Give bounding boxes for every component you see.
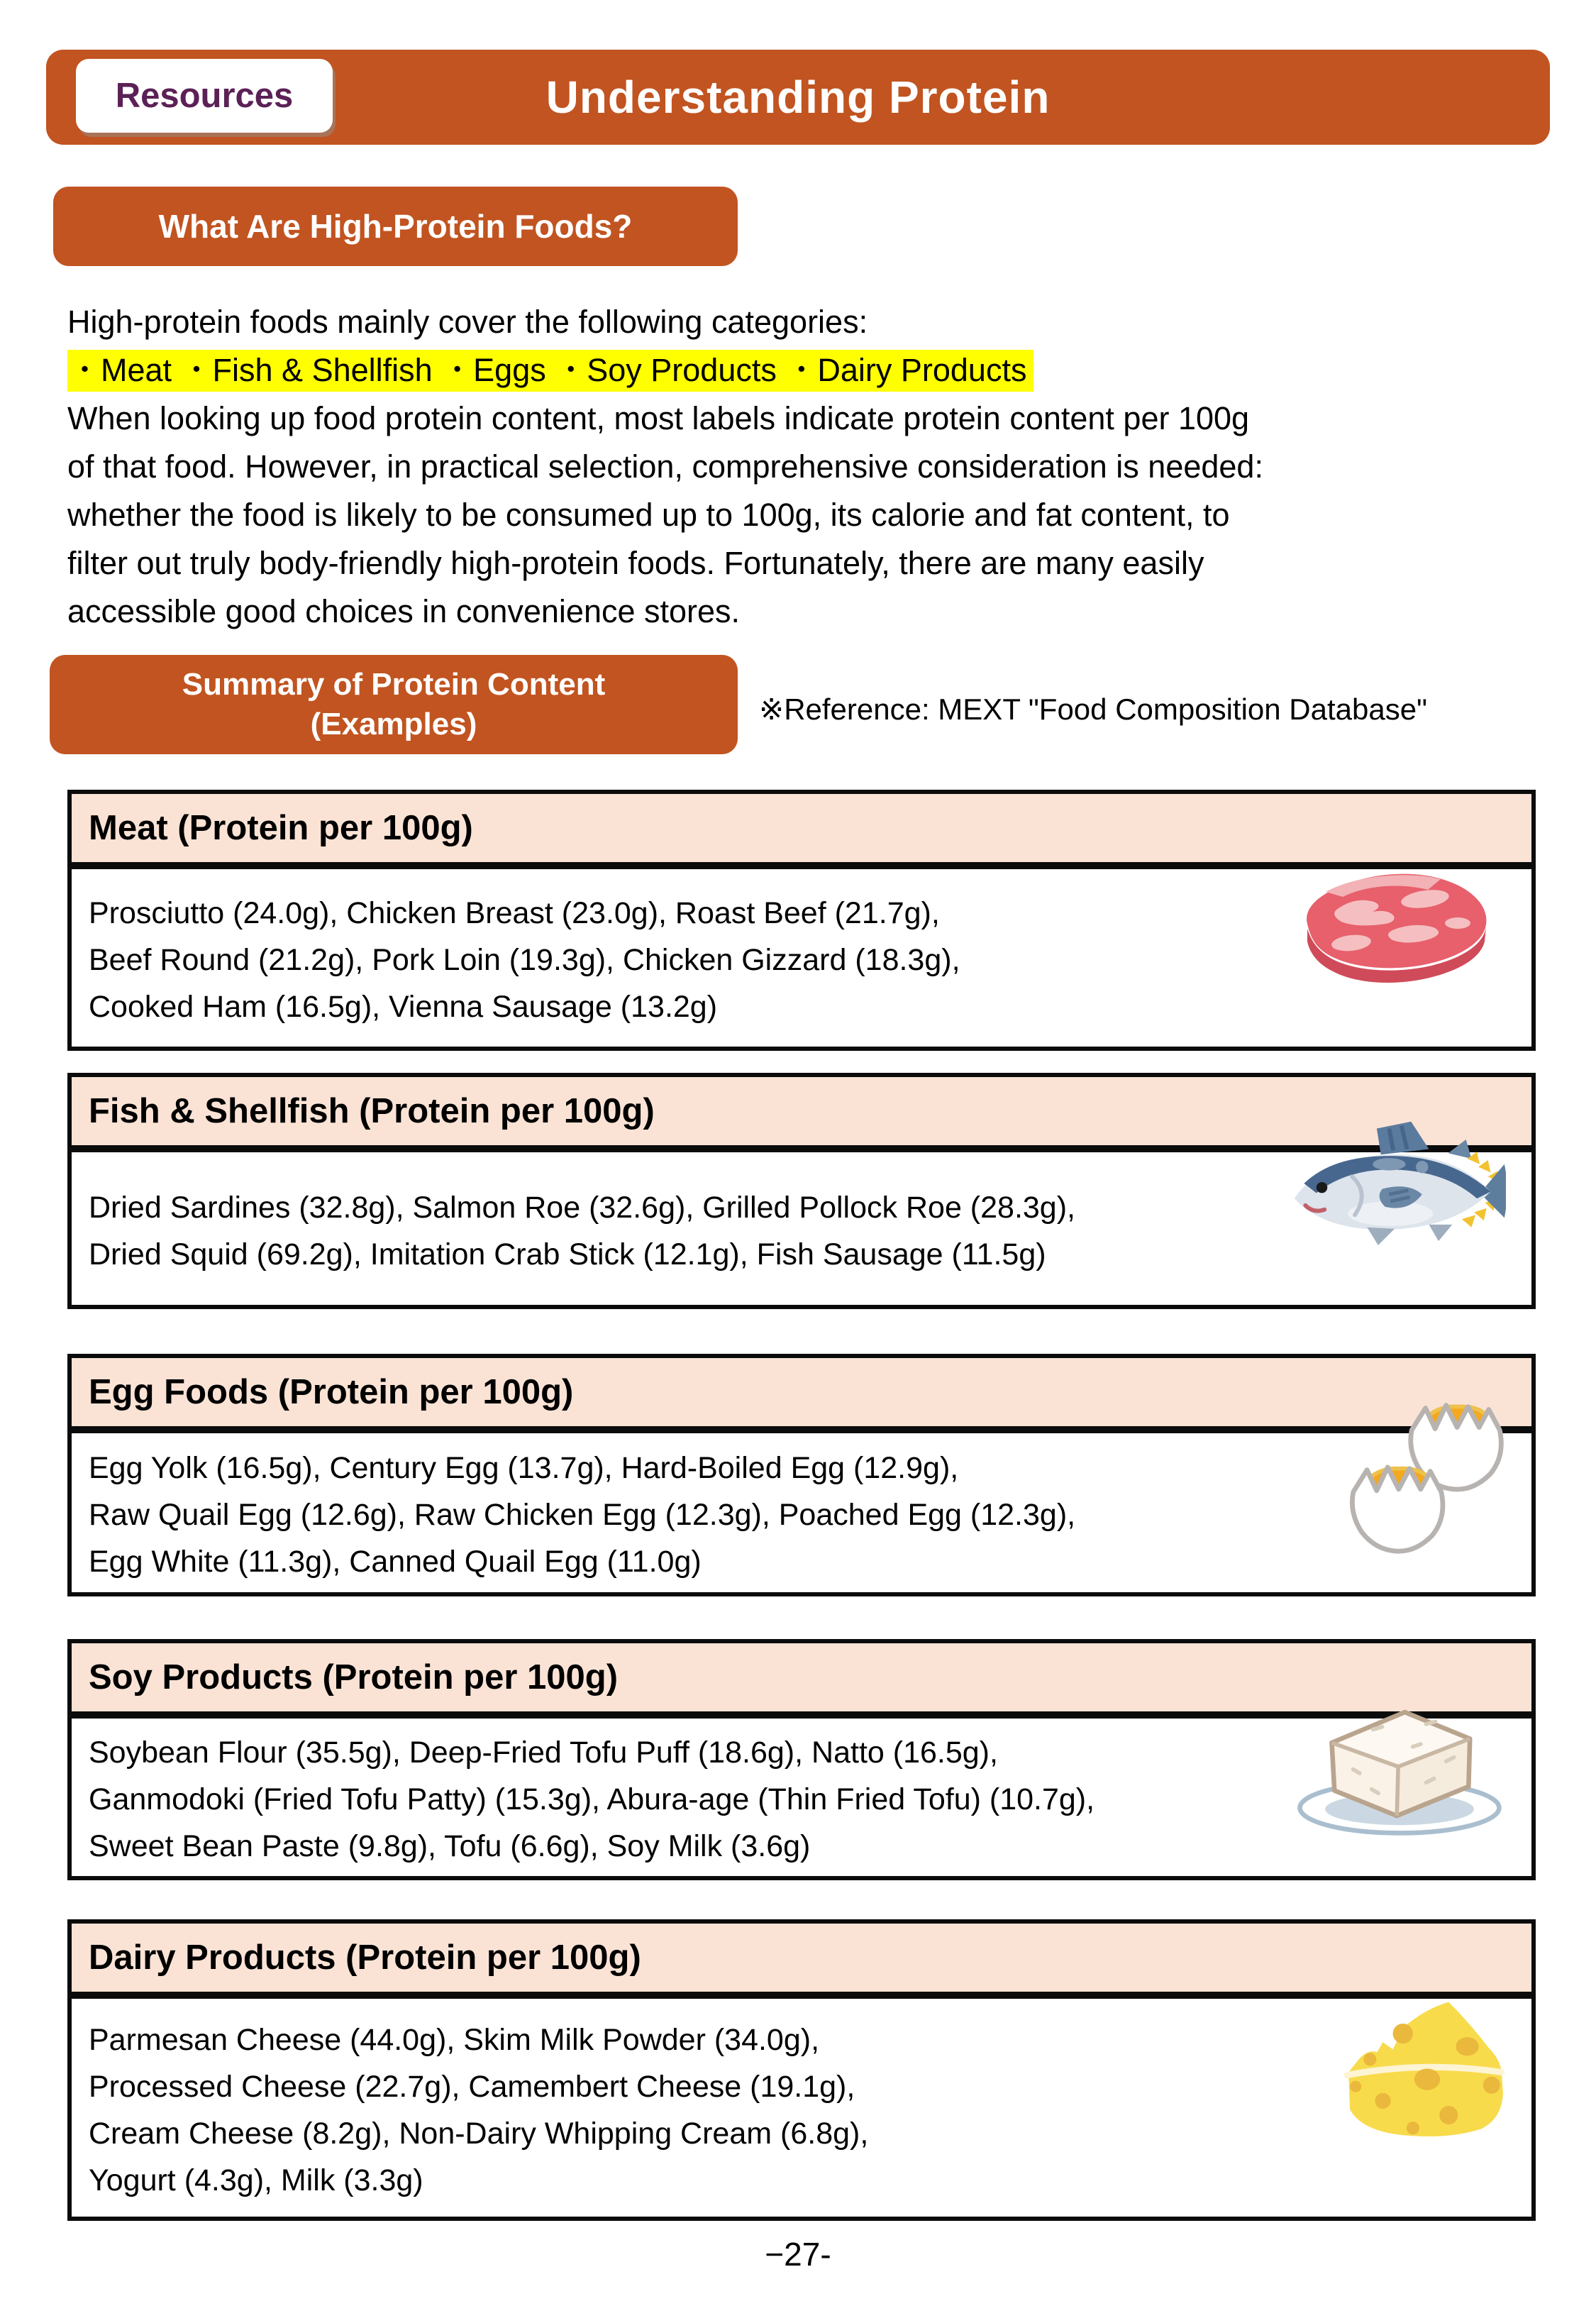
intro-section-heading xyxy=(53,187,738,266)
intro-line: When looking up food protein content, most labels indicate protein content per 100g xyxy=(67,400,1250,436)
section-dairy-header xyxy=(72,1924,1531,1999)
summary-heading-line2: (Examples) xyxy=(310,707,477,741)
section-meat xyxy=(67,790,1536,1051)
text-line: Sweet Bean Paste (9.8g), Tofu (6.6g), Soy Milk (3.6g) xyxy=(89,1829,811,1863)
page-number: −27- xyxy=(765,2236,831,2273)
text-line: Egg Yolk (16.5g), Century Egg (13.7g), Hard-Boiled Egg (12.9g), xyxy=(89,1451,959,1485)
cracked-eggs-illustration-icon xyxy=(1327,1394,1506,1556)
section-dairy xyxy=(67,1919,1536,2221)
text-line: Dried Squid (69.2g), Imitation Crab Stick (12.1g), Fish Sausage (11.5g) xyxy=(89,1237,1046,1271)
intro-line: filter out truly body-friendly high-protein foods. Fortunately, there are many easily xyxy=(67,545,1204,581)
section-fish-title: Fish & Shellfish (Protein per 100g) xyxy=(89,1092,655,1130)
text-line: Parmesan Cheese (44.0g), Skim Milk Powder (34.0g), xyxy=(89,2022,820,2057)
intro-line: of that food. However, in practical selection, comprehensive consideration is needed: xyxy=(67,448,1263,485)
intro-paragraph xyxy=(67,298,1536,636)
summary-section-heading xyxy=(50,655,738,754)
section-egg-body xyxy=(72,1438,1531,1592)
text-line: Soybean Flour (35.5g), Deep-Fried Tofu Puff (18.6g), Natto (16.5g), xyxy=(89,1736,998,1770)
section-egg-title: Egg Foods (Protein per 100g) xyxy=(89,1373,574,1411)
intro-line: High-protein foods mainly cover the following categories: xyxy=(67,304,868,340)
section-egg-header xyxy=(72,1358,1531,1433)
section-meat-title: Meat (Protein per 100g) xyxy=(89,809,473,847)
section-soy xyxy=(67,1639,1536,1880)
text-line: Cream Cheese (8.2g), Non-Dairy Whipping Cream (6.8g), xyxy=(89,2116,869,2151)
text-line: Yogurt (4.3g), Milk (3.3g) xyxy=(89,2163,423,2197)
section-soy-title: Soy Products (Protein per 100g) xyxy=(89,1658,619,1697)
cheese-illustration-icon xyxy=(1341,1986,1506,2154)
tuna-fish-illustration-icon xyxy=(1286,1118,1506,1265)
text-line: Raw Quail Egg (12.6g), Raw Chicken Egg (12.3g), Poached Egg (12.3g), xyxy=(89,1498,1076,1532)
summary-heading-line1: Summary of Protein Content xyxy=(182,667,606,702)
text-line: Ganmodoki (Fried Tofu Patty) (15.3g), Abura-age (Thin Fried Tofu) (10.7g), xyxy=(89,1782,1095,1816)
text-line: Egg White (11.3g), Canned Quail Egg (11.0g) xyxy=(89,1545,702,1579)
meat-illustration-icon xyxy=(1286,849,1506,991)
text-line: Beef Round (21.2g), Pork Loin (19.3g), Chicken Gizzard (18.3g), xyxy=(89,943,960,977)
page-header xyxy=(46,50,1550,145)
section-fish xyxy=(67,1073,1536,1309)
text-line: Dried Sardines (32.8g), Salmon Roe (32.6g), Grilled Pollock Roe (28.3g), xyxy=(89,1190,1075,1225)
intro-line: accessible good choices in convenience stores. xyxy=(67,593,741,629)
text-line: Processed Cheese (22.7g), Camembert Cheese (19.1g), xyxy=(89,2069,855,2104)
tofu-illustration-icon xyxy=(1293,1682,1506,1838)
page-title: Understanding Protein xyxy=(545,72,1051,123)
text-line: Cooked Ham (16.5g), Vienna Sausage (13.2g) xyxy=(89,990,718,1024)
section-dairy-title: Dairy Products (Protein per 100g) xyxy=(89,1938,641,1977)
resources-badge-label: Resources xyxy=(115,77,294,115)
text-line: Prosciutto (24.0g), Chicken Breast (23.0g), Roast Beef (21.7g), xyxy=(89,896,940,930)
section-dairy-body xyxy=(72,2003,1531,2217)
intro-line-highlighted xyxy=(67,346,1536,395)
intro-section-heading-label: What Are High-Protein Foods? xyxy=(158,208,633,245)
intro-line: whether the food is likely to be consumed up to 100g, its calorie and fat content, to xyxy=(67,497,1230,533)
section-egg xyxy=(67,1354,1536,1596)
reference-note: ※Reference: MEXT "Food Composition Database" xyxy=(759,693,1428,726)
highlighted-categories: ・Meat ・Fish & Shellfish ・Eggs ・Soy Products ・Dairy Products xyxy=(67,350,1033,392)
